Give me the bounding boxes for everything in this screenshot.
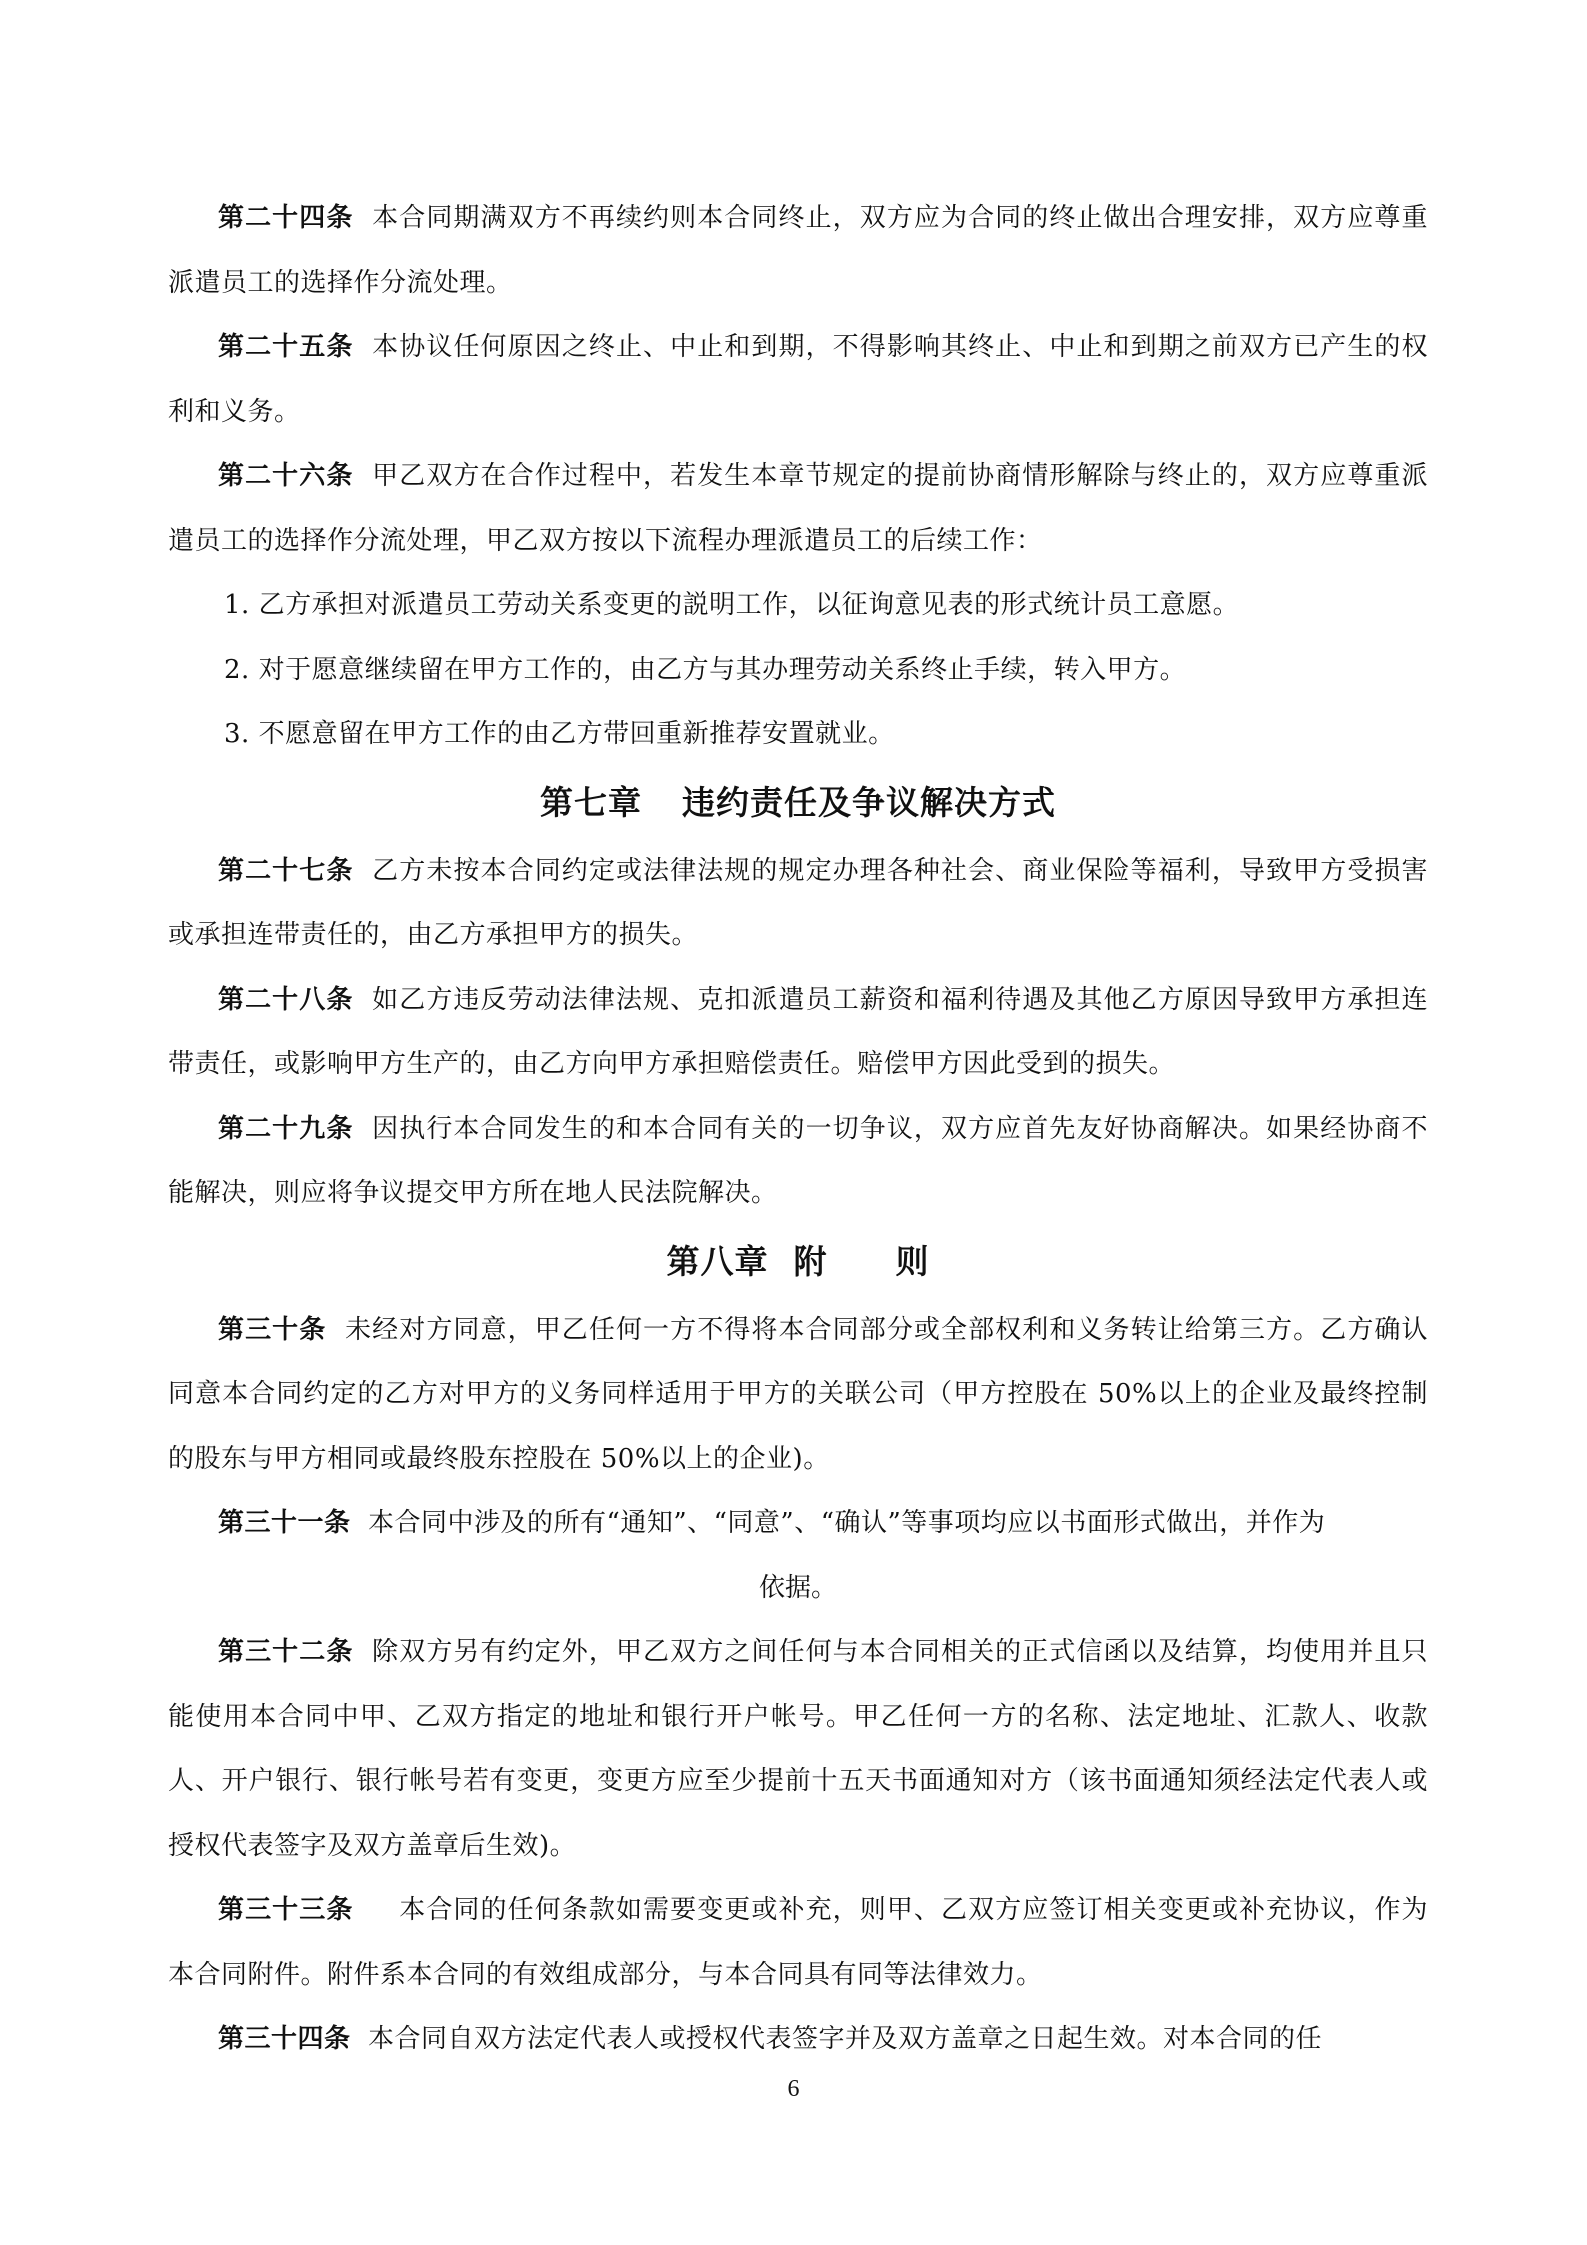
article-text: 未经对方同意，甲乙任何一方不得将本合同部分或全部权利和义务转让给第三方。乙方确认同意本合同约定的乙方对甲方的义务同样适用于甲方的关联公司（甲方控股在 50%以上的企业及最终控制的股东与甲方相同或最终股东控股在 50%以上的企业)。: [168, 1314, 1428, 1474]
article-text: 本合同自双方法定代表人或授权代表签字并及双方盖章之日起生效。对本合同的任: [368, 2024, 1323, 2054]
article-label: 第三十三条: [218, 1895, 354, 1925]
article-label: 第三十一条: [218, 1508, 351, 1538]
article-text: 乙方未按本合同约定或法律法规的规定办理各种社会、商业保险等福利，导致甲方受损害或承担连带责任的，由乙方承担甲方的损失。: [168, 855, 1428, 950]
article-label: 第三十条: [218, 1314, 327, 1345]
article-label: 第三十二条: [218, 1637, 354, 1667]
chapter-title: 附 则: [793, 1241, 930, 1281]
article-label: 第二十六条: [218, 461, 354, 491]
article-26: [168, 444, 1428, 573]
article-label: 第二十四条: [218, 203, 354, 233]
article-33: [168, 1878, 1428, 2007]
page-number: 6: [787, 2076, 800, 2102]
article-text: 本合同中涉及的所有“通知”、“同意”、“确认”等事项均应以书面形式做出，并作为: [368, 1508, 1326, 1538]
article-text: 本合同的任何条款如需要变更或补充，则甲、乙双方应签订相关变更或补充协议，作为本合同附件。附件系本合同的有效组成部分，与本合同具有同等法律效力。: [168, 1895, 1428, 1990]
article-32: [168, 1620, 1428, 1878]
article-28: [168, 968, 1428, 1097]
article-text: 甲乙双方在合作过程中，若发生本章节规定的提前协商情形解除与终止的，双方应尊重派遣员工的选择作分流处理，甲乙双方按以下流程办理派遣员工的后续工作：: [168, 461, 1428, 556]
article-24: [168, 186, 1428, 315]
article-31-continuation: 依据。: [758, 1572, 837, 1603]
chapter-number: 第七章: [540, 782, 642, 822]
article-29: [168, 1097, 1428, 1226]
article-25: [168, 315, 1428, 444]
article-text: 本合同期满双方不再续约则本合同终止，双方应为合同的终止做出合理安排，双方应尊重派遣员工的选择作分流处理。: [168, 203, 1428, 298]
article-text: 如乙方违反劳动法律法规、克扣派遣员工薪资和福利待遇及其他乙方原因导致甲方承担连带责任，或影响甲方生产的，由乙方向甲方承担赔偿责任。赔偿甲方因此受到的损失。: [168, 984, 1428, 1079]
article-27: [168, 839, 1428, 968]
list-item: 1. 乙方承担对派遣员工劳动关系变更的説明工作，以征询意见表的形式统计员工意愿。: [224, 590, 1240, 620]
article-label: 第三十四条: [218, 2024, 351, 2054]
chapter-title: 违约责任及争议解决方式: [682, 782, 1056, 822]
document-body: [168, 186, 1428, 2072]
article-label: 第二十九条: [218, 1113, 354, 1144]
article-31: [168, 1491, 1428, 1556]
article-text: 因执行本合同发生的和本合同有关的一切争议，双方应首先友好协商解决。如果经协商不能解决，则应将争议提交甲方所在地人民法院解决。: [168, 1113, 1428, 1208]
chapter-8-heading: [168, 1226, 1428, 1298]
article-label: 第二十七条: [218, 855, 354, 886]
article-label: 第二十八条: [218, 984, 354, 1015]
list-item: 3. 不愿意留在甲方工作的由乙方带回重新推荐安置就业。: [224, 719, 895, 749]
article-label: 第二十五条: [218, 332, 354, 362]
chapter-number: 第八章: [666, 1241, 769, 1281]
article-30: [168, 1298, 1428, 1492]
article-34: [168, 2007, 1428, 2072]
article-text: 除双方另有约定外，甲乙双方之间任何与本合同相关的正式信函以及结算，均使用并且只能使用本合同中甲、乙双方指定的地址和银行开户帐号。甲乙任何一方的名称、法定地址、汇款人、收款人、开户银行、银行帐号若有变更，变更方应至少提前十五天书面通知对方（该书面通知须经法定代表人或授权代表签字及双方盖章后生效)。: [168, 1637, 1428, 1861]
chapter-7-heading: [168, 767, 1428, 839]
list-item: 2. 对于愿意继续留在甲方工作的，由乙方与其办理劳动关系终止手续，转入甲方。: [224, 654, 1187, 685]
article-text: 本协议任何原因之终止、中止和到期，不得影响其终止、中止和到期之前双方已产生的权利和义务。: [168, 332, 1428, 427]
